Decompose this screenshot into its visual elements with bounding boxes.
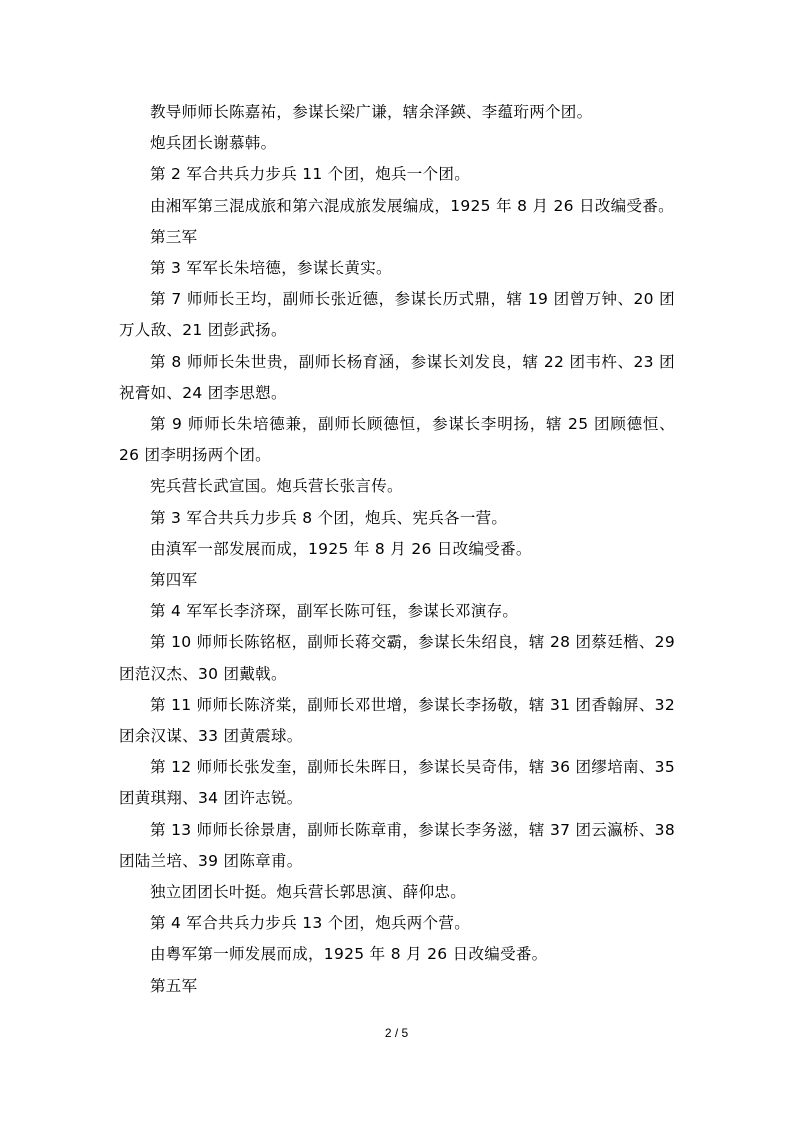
paragraph: 第 11 师师长陈济棠，副师长邓世增，参谋长李扬敬，辖 31 团香翰屏、32 团余汉谋、33 团黄震球。	[119, 695, 675, 746]
paragraph: 第 9 师师长朱培德兼，副师长顾德恒，参谋长李明扬，辖 25 团顾德恒、26 团李明扬两个团。	[119, 415, 675, 465]
paragraph: 第 7 师师长王均，副师长张近德，参谋长历式鼎，辖 19 团曾万钟、20 团万人敌、21 团彭武扬。	[119, 290, 675, 340]
paragraph: 第 4 军军长李济琛，副军长陈可钰，参谋长邓演存。	[150, 602, 519, 621]
section-heading: 第五军	[150, 976, 198, 995]
paragraph: 第 8 师师长朱世贵，副师长杨育涵，参谋长刘发良，辖 22 团韦杵、23 团祝膏如、24 团李思愬。	[119, 352, 675, 402]
paragraph: 第 3 军合共兵力步兵 8 个团，炮兵、宪兵各一营。	[150, 508, 508, 527]
section-heading: 第三军	[150, 227, 198, 246]
paragraph: 宪兵营长武宣国。炮兵营长张言传。	[150, 477, 403, 496]
paragraph: 由湘军第三混成旅和第六混成旅发展编成，1925 年 8 月 26 日改编受番。	[150, 196, 674, 215]
page-number: 2 / 5	[384, 1026, 409, 1040]
section-heading: 第四军	[150, 571, 198, 590]
paragraph: 第 10 师师长陈铭枢，副师长蒋交霸，参谋长朱绍良，辖 28 团蔡廷楷、29 团范汉杰、30 团戴戟。	[119, 633, 675, 683]
paragraph: 炮兵团长谢慕韩。	[150, 134, 277, 153]
paragraph: 第 3 军军长朱培德，参谋长黄实。	[150, 259, 392, 278]
paragraph: 第 4 军合共兵力步兵 13 个团，炮兵两个营。	[150, 914, 470, 933]
paragraph: 教导师师长陈嘉祐，参谋长梁广谦，辖余泽鍈、李蕴珩两个团。	[150, 103, 593, 121]
document-body	[119, 97, 675, 1002]
paragraph: 由滇军一部发展而成，1925 年 8 月 26 日改编受番。	[150, 539, 532, 558]
paragraph: 由粤军第一师发展而成，1925 年 8 月 26 日改编受番。	[150, 945, 548, 964]
paragraph: 第 2 军合共兵力步兵 11 个团，炮兵一个团。	[150, 165, 470, 184]
paragraph: 独立团团长叶挺。炮兵营长郭思演、薛仰忠。	[150, 883, 467, 902]
paragraph: 第 12 师师长张发奎，副师长朱晖日，参谋长吴奇伟，辖 36 团缪培南、35 团黄琪翔、34 团许志锐。	[119, 758, 675, 808]
paragraph: 第 13 师师长徐景唐，副师长陈章甫，参谋长李务滋，辖 37 团云瀛桥、38 团陆兰培、39 团陈章甫。	[119, 820, 675, 870]
